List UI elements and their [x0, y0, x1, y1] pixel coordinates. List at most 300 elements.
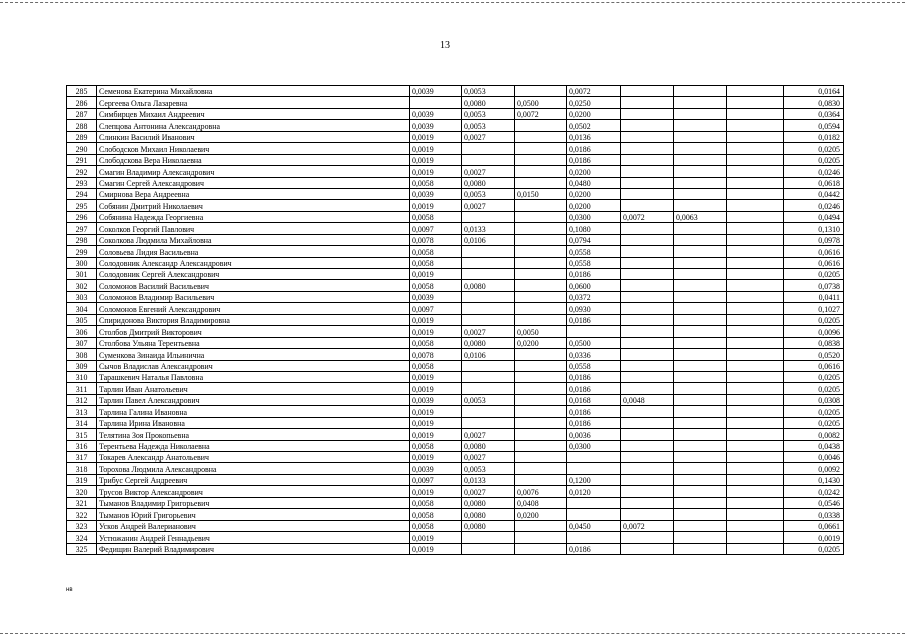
value-col-2-cell: 0,0080	[462, 97, 515, 108]
value-col-4-cell: 0,0930	[567, 303, 621, 314]
value-col-3-cell	[515, 211, 567, 222]
value-col-1-cell: 0,0019	[410, 371, 462, 382]
total-value-cell: 0,1027	[784, 303, 844, 314]
value-col-4-cell: 0,0558	[567, 257, 621, 268]
value-col-2-cell: 0,0027	[462, 326, 515, 337]
table-row	[67, 211, 844, 222]
value-col-6-cell	[674, 314, 727, 325]
value-col-4-cell: 0,0336	[567, 349, 621, 360]
value-col-5-cell	[621, 463, 674, 474]
full-name-cell: Усков Андрей Валерианович	[97, 520, 410, 531]
value-col-1-cell: 0,0019	[410, 486, 462, 497]
value-col-1-cell: 0,0019	[410, 532, 462, 543]
total-value-cell: 0,0520	[784, 349, 844, 360]
value-col-3-cell: 0,0050	[515, 326, 567, 337]
full-name-cell: Слинкин Василий Иванович	[97, 131, 410, 142]
value-col-3-cell	[515, 166, 567, 177]
shareholder-table	[66, 85, 844, 555]
value-col-3-cell	[515, 543, 567, 554]
value-col-2-cell	[462, 291, 515, 302]
value-col-6-cell	[674, 463, 727, 474]
total-value-cell: 0,0308	[784, 394, 844, 405]
value-col-3-cell: 0,0200	[515, 337, 567, 348]
value-col-6-cell	[674, 108, 727, 119]
value-col-3-cell	[515, 520, 567, 531]
row-number-cell: 285	[67, 86, 97, 97]
value-col-3-cell	[515, 200, 567, 211]
value-col-5-cell	[621, 166, 674, 177]
table-row	[67, 291, 844, 302]
full-name-cell: Торохова Людмила Александровна	[97, 463, 410, 474]
row-number-cell: 307	[67, 337, 97, 348]
value-col-3-cell	[515, 86, 567, 97]
value-col-4-cell: 0,0300	[567, 211, 621, 222]
value-col-1-cell	[410, 97, 462, 108]
value-col-3-cell	[515, 532, 567, 543]
value-col-7-cell	[727, 86, 784, 97]
value-col-4-cell: 0,0450	[567, 520, 621, 531]
value-col-6-cell	[674, 223, 727, 234]
value-col-2-cell: 0,0053	[462, 120, 515, 131]
value-col-7-cell	[727, 463, 784, 474]
value-col-5-cell	[621, 143, 674, 154]
row-number-cell: 325	[67, 543, 97, 554]
value-col-7-cell	[727, 97, 784, 108]
value-col-5-cell	[621, 314, 674, 325]
value-col-2-cell: 0,0027	[462, 200, 515, 211]
full-name-cell: Устюжанин Андрей Геннадьевич	[97, 532, 410, 543]
full-name-cell: Тарлина Галина Ивановна	[97, 406, 410, 417]
value-col-6-cell	[674, 337, 727, 348]
value-col-3-cell: 0,0150	[515, 188, 567, 199]
total-value-cell: 0,0182	[784, 131, 844, 142]
full-name-cell: Сычов Владислав Александрович	[97, 360, 410, 371]
total-value-cell: 0,0164	[784, 86, 844, 97]
table-row	[67, 509, 844, 520]
table-row	[67, 86, 844, 97]
value-col-5-cell	[621, 486, 674, 497]
value-col-5-cell	[621, 360, 674, 371]
value-col-5-cell	[621, 269, 674, 280]
total-value-cell: 0,0082	[784, 429, 844, 440]
value-col-7-cell	[727, 417, 784, 428]
value-col-4-cell: 0,0186	[567, 143, 621, 154]
value-col-2-cell: 0,0053	[462, 463, 515, 474]
page-number: 13	[440, 40, 450, 51]
value-col-4-cell: 0,0500	[567, 337, 621, 348]
table-row	[67, 326, 844, 337]
value-col-1-cell: 0,0039	[410, 108, 462, 119]
value-col-1-cell: 0,0019	[410, 429, 462, 440]
row-number-cell: 314	[67, 417, 97, 428]
value-col-6-cell	[674, 188, 727, 199]
total-value-cell: 0,0246	[784, 200, 844, 211]
table-row	[67, 429, 844, 440]
value-col-5-cell	[621, 497, 674, 508]
value-col-7-cell	[727, 246, 784, 257]
value-col-6-cell: 0,0063	[674, 211, 727, 222]
row-number-cell: 312	[67, 394, 97, 405]
value-col-7-cell	[727, 234, 784, 245]
scan-bottom-edge	[0, 633, 905, 634]
value-col-6-cell	[674, 97, 727, 108]
table-row	[67, 246, 844, 257]
value-col-4-cell: 0,0186	[567, 406, 621, 417]
value-col-3-cell	[515, 143, 567, 154]
row-number-cell: 304	[67, 303, 97, 314]
value-col-6-cell	[674, 429, 727, 440]
value-col-4-cell: 0,0136	[567, 131, 621, 142]
value-col-3-cell	[515, 360, 567, 371]
value-col-4-cell: 0,0794	[567, 234, 621, 245]
value-col-2-cell	[462, 383, 515, 394]
value-col-4-cell: 0,0186	[567, 543, 621, 554]
table-row	[67, 360, 844, 371]
value-col-1-cell: 0,0058	[410, 497, 462, 508]
value-col-3-cell: 0,0408	[515, 497, 567, 508]
row-number-cell: 306	[67, 326, 97, 337]
value-col-3-cell: 0,0076	[515, 486, 567, 497]
value-col-6-cell	[674, 291, 727, 302]
value-col-7-cell	[727, 211, 784, 222]
value-col-1-cell: 0,0058	[410, 520, 462, 531]
row-number-cell: 295	[67, 200, 97, 211]
table-row	[67, 120, 844, 131]
value-col-4-cell: 0,0600	[567, 280, 621, 291]
value-col-7-cell	[727, 520, 784, 531]
value-col-5-cell	[621, 223, 674, 234]
value-col-2-cell	[462, 211, 515, 222]
row-number-cell: 293	[67, 177, 97, 188]
full-name-cell: Солодовник Александр Александрович	[97, 257, 410, 268]
full-name-cell: Смирнова Вера Андреевна	[97, 188, 410, 199]
value-col-7-cell	[727, 383, 784, 394]
value-col-7-cell	[727, 543, 784, 554]
value-col-4-cell: 0,0186	[567, 371, 621, 382]
value-col-5-cell	[621, 131, 674, 142]
value-col-2-cell	[462, 360, 515, 371]
row-number-cell: 320	[67, 486, 97, 497]
full-name-cell: Соломонов Василий Васильевич	[97, 280, 410, 291]
value-col-1-cell: 0,0019	[410, 543, 462, 554]
value-col-1-cell: 0,0058	[410, 177, 462, 188]
value-col-4-cell: 0,1200	[567, 474, 621, 485]
value-col-1-cell: 0,0097	[410, 223, 462, 234]
value-col-2-cell	[462, 246, 515, 257]
value-col-7-cell	[727, 452, 784, 463]
row-number-cell: 296	[67, 211, 97, 222]
value-col-6-cell	[674, 166, 727, 177]
value-col-1-cell: 0,0078	[410, 349, 462, 360]
value-col-4-cell	[567, 509, 621, 520]
value-col-1-cell: 0,0019	[410, 166, 462, 177]
value-col-4-cell: 0,1080	[567, 223, 621, 234]
full-name-cell: Соколкова Людмила Михайловна	[97, 234, 410, 245]
value-col-3-cell	[515, 371, 567, 382]
value-col-1-cell: 0,0039	[410, 120, 462, 131]
value-col-5-cell	[621, 246, 674, 257]
table-row	[67, 383, 844, 394]
value-col-7-cell	[727, 497, 784, 508]
total-value-cell: 0,0438	[784, 440, 844, 451]
table-row	[67, 371, 844, 382]
value-col-4-cell: 0,0200	[567, 108, 621, 119]
value-col-1-cell: 0,0019	[410, 452, 462, 463]
value-col-2-cell	[462, 371, 515, 382]
value-col-4-cell: 0,0372	[567, 291, 621, 302]
value-col-6-cell	[674, 497, 727, 508]
row-number-cell: 324	[67, 532, 97, 543]
value-col-3-cell	[515, 246, 567, 257]
value-col-5-cell	[621, 349, 674, 360]
value-col-6-cell	[674, 303, 727, 314]
total-value-cell: 0,0205	[784, 383, 844, 394]
value-col-1-cell: 0,0097	[410, 474, 462, 485]
value-col-3-cell	[515, 303, 567, 314]
value-col-5-cell	[621, 234, 674, 245]
scan-top-edge	[0, 2, 905, 3]
value-col-5-cell	[621, 257, 674, 268]
value-col-7-cell	[727, 269, 784, 280]
value-col-2-cell: 0,0053	[462, 188, 515, 199]
total-value-cell: 0,0246	[784, 166, 844, 177]
table-row	[67, 463, 844, 474]
table-row	[67, 452, 844, 463]
value-col-6-cell	[674, 143, 727, 154]
value-col-1-cell: 0,0058	[410, 360, 462, 371]
table-row	[67, 166, 844, 177]
value-col-7-cell	[727, 188, 784, 199]
row-number-cell: 318	[67, 463, 97, 474]
full-name-cell: Тарашкевич Наталья Павловна	[97, 371, 410, 382]
value-col-1-cell: 0,0019	[410, 406, 462, 417]
value-col-7-cell	[727, 440, 784, 451]
total-value-cell: 0,0046	[784, 452, 844, 463]
full-name-cell: Соломонов Евгений Александрович	[97, 303, 410, 314]
value-col-3-cell	[515, 406, 567, 417]
value-col-2-cell: 0,0027	[462, 429, 515, 440]
row-number-cell: 288	[67, 120, 97, 131]
full-name-cell: Суменкова Зинаида Ильинична	[97, 349, 410, 360]
total-value-cell: 0,0338	[784, 509, 844, 520]
value-col-6-cell	[674, 349, 727, 360]
row-number-cell: 319	[67, 474, 97, 485]
value-col-3-cell	[515, 429, 567, 440]
value-col-1-cell: 0,0058	[410, 246, 462, 257]
value-col-2-cell: 0,0106	[462, 234, 515, 245]
value-col-3-cell	[515, 349, 567, 360]
value-col-7-cell	[727, 257, 784, 268]
row-number-cell: 300	[67, 257, 97, 268]
table-row	[67, 97, 844, 108]
total-value-cell: 0,0442	[784, 188, 844, 199]
value-col-7-cell	[727, 303, 784, 314]
row-number-cell: 321	[67, 497, 97, 508]
value-col-2-cell	[462, 154, 515, 165]
value-col-7-cell	[727, 108, 784, 119]
value-col-5-cell	[621, 337, 674, 348]
row-number-cell: 301	[67, 269, 97, 280]
value-col-6-cell	[674, 543, 727, 554]
total-value-cell: 0,0096	[784, 326, 844, 337]
value-col-2-cell: 0,0080	[462, 509, 515, 520]
value-col-2-cell: 0,0027	[462, 452, 515, 463]
table-row	[67, 234, 844, 245]
value-col-3-cell	[515, 269, 567, 280]
value-col-6-cell	[674, 177, 727, 188]
row-number-cell: 299	[67, 246, 97, 257]
value-col-3-cell	[515, 280, 567, 291]
value-col-2-cell: 0,0080	[462, 497, 515, 508]
row-number-cell: 323	[67, 520, 97, 531]
value-col-1-cell: 0,0019	[410, 326, 462, 337]
value-col-2-cell: 0,0080	[462, 280, 515, 291]
total-value-cell: 0,0411	[784, 291, 844, 302]
full-name-cell: Тарлин Павел Александрович	[97, 394, 410, 405]
full-name-cell: Телятина Зоя Прокопьевна	[97, 429, 410, 440]
full-name-cell: Солодовник Сергей Александрович	[97, 269, 410, 280]
table-row	[67, 417, 844, 428]
full-name-cell: Слепцова Антонина Александровна	[97, 120, 410, 131]
value-col-6-cell	[674, 532, 727, 543]
total-value-cell: 0,0978	[784, 234, 844, 245]
row-number-cell: 316	[67, 440, 97, 451]
value-col-5-cell	[621, 291, 674, 302]
value-col-5-cell	[621, 532, 674, 543]
value-col-7-cell	[727, 371, 784, 382]
row-number-cell: 315	[67, 429, 97, 440]
value-col-6-cell	[674, 486, 727, 497]
table-row	[67, 303, 844, 314]
value-col-5-cell	[621, 429, 674, 440]
footer-mark: нв	[66, 587, 73, 593]
total-value-cell: 0,0205	[784, 371, 844, 382]
full-name-cell: Смагин Сергей Александрович	[97, 177, 410, 188]
value-col-1-cell: 0,0039	[410, 463, 462, 474]
value-col-5-cell: 0,0072	[621, 211, 674, 222]
full-name-cell: Федищин Валерий Владимирович	[97, 543, 410, 554]
total-value-cell: 0,0205	[784, 314, 844, 325]
value-col-7-cell	[727, 337, 784, 348]
value-col-1-cell: 0,0019	[410, 417, 462, 428]
value-col-3-cell	[515, 223, 567, 234]
value-col-4-cell: 0,0558	[567, 360, 621, 371]
value-col-4-cell: 0,0300	[567, 440, 621, 451]
value-col-7-cell	[727, 131, 784, 142]
value-col-1-cell: 0,0019	[410, 383, 462, 394]
value-col-6-cell	[674, 417, 727, 428]
value-col-6-cell	[674, 86, 727, 97]
value-col-1-cell: 0,0019	[410, 200, 462, 211]
value-col-2-cell: 0,0080	[462, 520, 515, 531]
row-number-cell: 311	[67, 383, 97, 394]
value-col-3-cell	[515, 154, 567, 165]
total-value-cell: 0,0205	[784, 543, 844, 554]
table-body	[67, 86, 844, 555]
value-col-4-cell: 0,0186	[567, 383, 621, 394]
value-col-6-cell	[674, 257, 727, 268]
value-col-7-cell	[727, 394, 784, 405]
value-col-3-cell	[515, 394, 567, 405]
value-col-5-cell	[621, 108, 674, 119]
value-col-2-cell: 0,0080	[462, 337, 515, 348]
full-name-cell: Слободскова Вера Николаевна	[97, 154, 410, 165]
full-name-cell: Соколков Георгий Павлович	[97, 223, 410, 234]
full-name-cell: Тарлина Ирина Ивановна	[97, 417, 410, 428]
value-col-1-cell: 0,0019	[410, 143, 462, 154]
value-col-5-cell	[621, 452, 674, 463]
value-col-3-cell: 0,0200	[515, 509, 567, 520]
row-number-cell: 322	[67, 509, 97, 520]
value-col-6-cell	[674, 326, 727, 337]
value-col-5-cell	[621, 280, 674, 291]
value-col-7-cell	[727, 120, 784, 131]
row-number-cell: 302	[67, 280, 97, 291]
value-col-2-cell	[462, 417, 515, 428]
value-col-7-cell	[727, 360, 784, 371]
row-number-cell: 287	[67, 108, 97, 119]
total-value-cell: 0,0594	[784, 120, 844, 131]
value-col-2-cell	[462, 314, 515, 325]
value-col-6-cell	[674, 440, 727, 451]
table-row	[67, 269, 844, 280]
row-number-cell: 290	[67, 143, 97, 154]
value-col-6-cell	[674, 394, 727, 405]
full-name-cell: Смагин Владимир Александрович	[97, 166, 410, 177]
value-col-2-cell: 0,0053	[462, 86, 515, 97]
value-col-7-cell	[727, 143, 784, 154]
total-value-cell: 0,0838	[784, 337, 844, 348]
table-row	[67, 440, 844, 451]
value-col-1-cell: 0,0019	[410, 131, 462, 142]
value-col-7-cell	[727, 486, 784, 497]
value-col-2-cell	[462, 269, 515, 280]
value-col-4-cell: 0,0072	[567, 86, 621, 97]
value-col-7-cell	[727, 509, 784, 520]
value-col-1-cell: 0,0039	[410, 394, 462, 405]
value-col-6-cell	[674, 520, 727, 531]
value-col-1-cell: 0,0039	[410, 86, 462, 97]
value-col-5-cell: 0,0072	[621, 520, 674, 531]
table-row	[67, 257, 844, 268]
value-col-6-cell	[674, 280, 727, 291]
value-col-2-cell: 0,0080	[462, 177, 515, 188]
full-name-cell: Тарлин Иван Анатольевич	[97, 383, 410, 394]
table-row	[67, 188, 844, 199]
full-name-cell: Трибус Сергей Андреевич	[97, 474, 410, 485]
value-col-2-cell: 0,0027	[462, 486, 515, 497]
value-col-4-cell: 0,0200	[567, 200, 621, 211]
value-col-2-cell: 0,0053	[462, 394, 515, 405]
value-col-3-cell	[515, 131, 567, 142]
table-row	[67, 394, 844, 405]
value-col-2-cell: 0,0027	[462, 131, 515, 142]
total-value-cell: 0,0205	[784, 143, 844, 154]
value-col-4-cell: 0,0200	[567, 166, 621, 177]
table-row	[67, 486, 844, 497]
value-col-3-cell	[515, 440, 567, 451]
value-col-2-cell: 0,0106	[462, 349, 515, 360]
total-value-cell: 0,0205	[784, 154, 844, 165]
full-name-cell: Токарев Александр Анатольевич	[97, 452, 410, 463]
value-col-1-cell: 0,0058	[410, 337, 462, 348]
row-number-cell: 303	[67, 291, 97, 302]
value-col-6-cell	[674, 234, 727, 245]
value-col-7-cell	[727, 474, 784, 485]
value-col-4-cell: 0,0186	[567, 154, 621, 165]
value-col-4-cell	[567, 532, 621, 543]
value-col-6-cell	[674, 383, 727, 394]
